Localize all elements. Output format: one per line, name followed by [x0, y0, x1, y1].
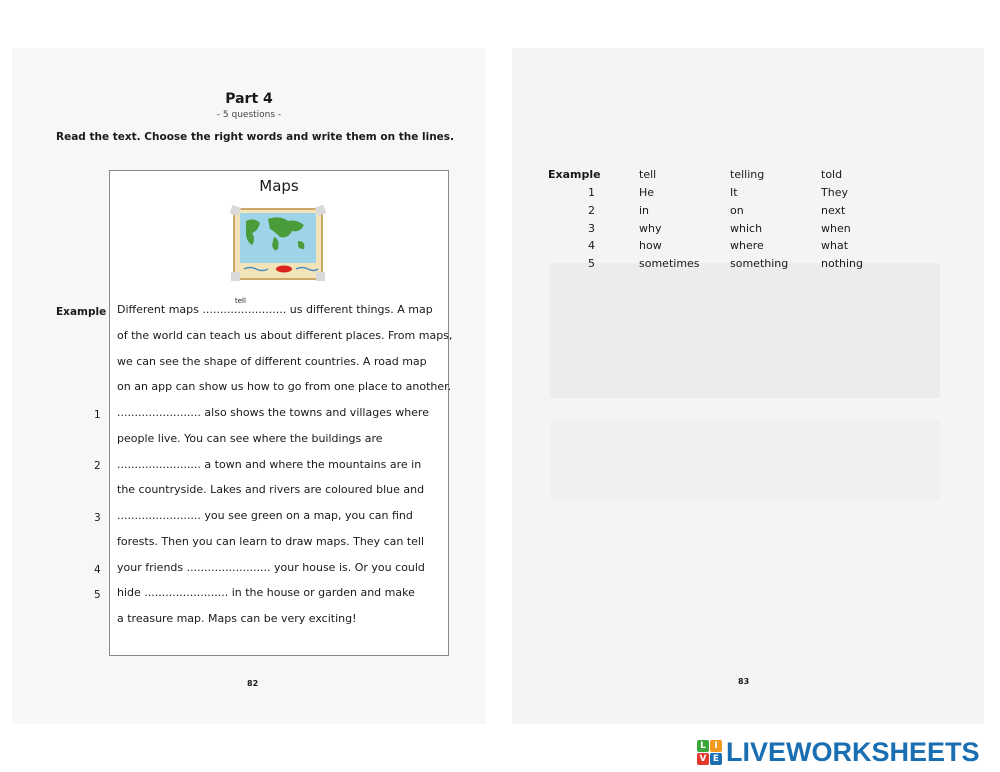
question-number: 1	[94, 409, 101, 421]
question-number: 5	[94, 589, 101, 601]
table-row: Example tell telling told	[548, 168, 843, 181]
table-row: 1 He It They	[588, 186, 848, 199]
logo-cubes-icon: L I V E	[697, 740, 722, 765]
instruction-text: Read the text. Choose the right words and write them on the lines.	[56, 131, 455, 143]
answer-line-4[interactable]: your friends ........................ your house is. Or you could	[117, 561, 425, 574]
text-line: the countryside. Lakes and rivers are coloured blue and	[117, 483, 425, 496]
part-title: Part 4	[225, 91, 273, 107]
world-map-icon	[230, 205, 326, 283]
text-line: people live. You can see where the buildings are	[117, 432, 383, 445]
text-line: on an app can show us how to go from one place to another.	[117, 380, 452, 393]
table-row: 2 in on next	[588, 204, 846, 217]
example-label: Example	[56, 306, 107, 318]
text-line: forests. Then you can learn to draw maps. They can tell	[117, 535, 425, 548]
faded-illustration	[550, 263, 940, 398]
logo-text: LIVEWORKSHEETS	[726, 736, 980, 767]
answer-line-3[interactable]: ........................ you see green on a map, you can find	[117, 509, 413, 522]
faded-text	[550, 420, 940, 500]
liveworksheets-logo	[697, 737, 980, 767]
table-row: 5 sometimes something nothing	[588, 257, 863, 270]
answer-line-2[interactable]: ........................ a town and where the mountains are in	[117, 458, 422, 471]
table-row: 3 why which when	[588, 222, 851, 235]
text-line: of the world can teach us about different places. From maps,	[117, 329, 453, 342]
question-number: 3	[94, 512, 101, 524]
left-page	[12, 48, 486, 724]
text-line: we can see the shape of different countries. A road map	[117, 355, 427, 368]
page-number: 83	[738, 677, 750, 686]
answer-line-5[interactable]: hide ........................ in the house or garden and make	[117, 586, 415, 599]
text-line: Different maps ........................ us different things. A map tell	[117, 297, 433, 316]
answer-line-1[interactable]: ........................ also shows the towns and villages where	[117, 406, 429, 419]
text-line: a treasure map. Maps can be very exciting!	[117, 612, 357, 625]
question-number: 4	[94, 564, 101, 576]
table-row: 4 how where what	[588, 239, 849, 252]
part-subtitle: - 5 questions -	[216, 110, 282, 120]
right-page	[512, 48, 984, 724]
reading-text-box	[109, 170, 453, 656]
page-number: 82	[247, 679, 259, 688]
box-title: Maps	[259, 177, 299, 195]
example-answer: tell	[235, 297, 246, 305]
question-number: 2	[94, 460, 101, 472]
